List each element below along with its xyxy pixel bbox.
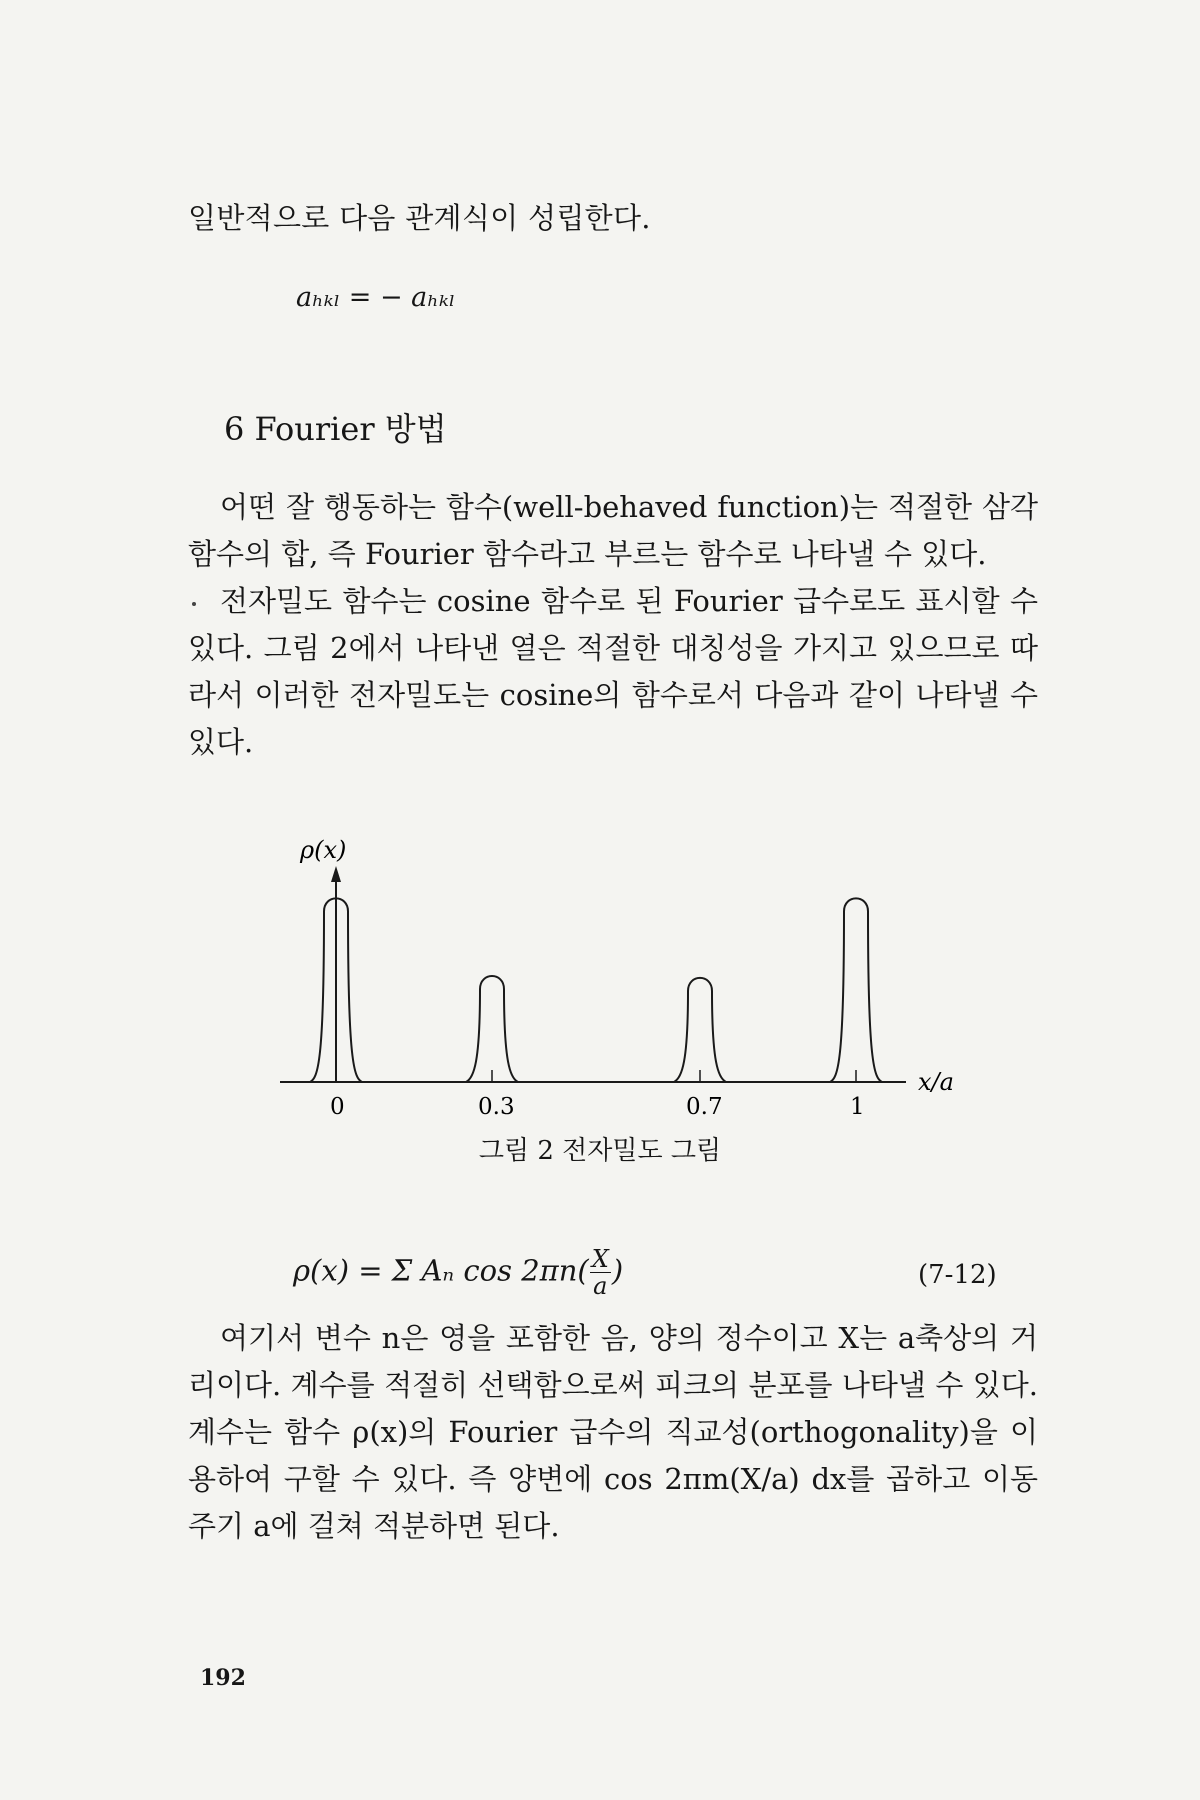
equation-fraction xyxy=(590,1246,611,1299)
margin-dot xyxy=(192,602,196,606)
paragraph-2: 전자밀도 함수는 cosine 함수로 된 Fourier 급수로도 표시할 수 있다. 그림 2에서 나타낸 열은 적절한 대칭성을 가지고 있으므로 따라서 이러한 전자밀도는 cosine의 함수로서 다음과 같이 나타낼 수 있다. xyxy=(188,584,1038,759)
y-axis-arrowhead xyxy=(331,866,341,882)
x-tick-label-0: 0 xyxy=(330,1094,345,1120)
x-axis-label: x/a xyxy=(918,1068,954,1096)
section-heading: 6 Fourier 방법 xyxy=(224,410,447,448)
electron-density-figure xyxy=(0,820,1200,1120)
x-tick-label-1: 0.3 xyxy=(478,1094,515,1120)
ticks-group xyxy=(330,1070,865,1120)
page-number: 192 xyxy=(200,1665,246,1691)
figure-caption: 그림 2 전자밀도 그림 xyxy=(478,1136,722,1166)
peaks-group xyxy=(310,898,882,1082)
paragraph-1: 어떤 잘 행동하는 함수(well-behaved function)는 적절한 삼각함수의 합, 즉 Fourier 함수라고 부르는 함수로 나타낼 수 있다. xyxy=(188,490,1038,571)
density-peak-2 xyxy=(674,978,726,1082)
y-axis-label: ρ(x) xyxy=(300,836,347,864)
fraction-denominator: a xyxy=(593,1272,608,1300)
x-tick-label-2: 0.7 xyxy=(686,1094,723,1120)
main-equation xyxy=(293,1246,623,1299)
equation-lhs: ρ(x) = Σ Aₙ cos 2πn( xyxy=(293,1253,589,1288)
density-peak-1 xyxy=(466,976,518,1082)
equation-rhs: ) xyxy=(611,1253,624,1288)
equation-number: (7-12) xyxy=(918,1260,997,1290)
intro-line: 일반적으로 다음 관계식이 성립한다. xyxy=(188,201,651,235)
fraction-numerator: X xyxy=(591,1245,609,1273)
x-tick-label-3: 1 xyxy=(850,1094,865,1120)
paragraph-3: 여기서 변수 n은 영을 포함한 음, 양의 정수이고 X는 a축상의 거리이다. 계수를 적절히 선택함으로써 피크의 분포를 나타낼 수 있다. 계수는 함수 ρ(x)의 Fourier 급수의 직교성(orthogonality)을 이용하여 구할 수 있다. 즉 양변에 cos 2πm(X/a) dx를 곱하고 이동 주기 a에 걸쳐 적분하면 된다. xyxy=(188,1321,1038,1543)
density-peak-3 xyxy=(830,898,882,1082)
relation-equation: aₕₖₗ = − aₕₖₗ xyxy=(296,282,456,313)
